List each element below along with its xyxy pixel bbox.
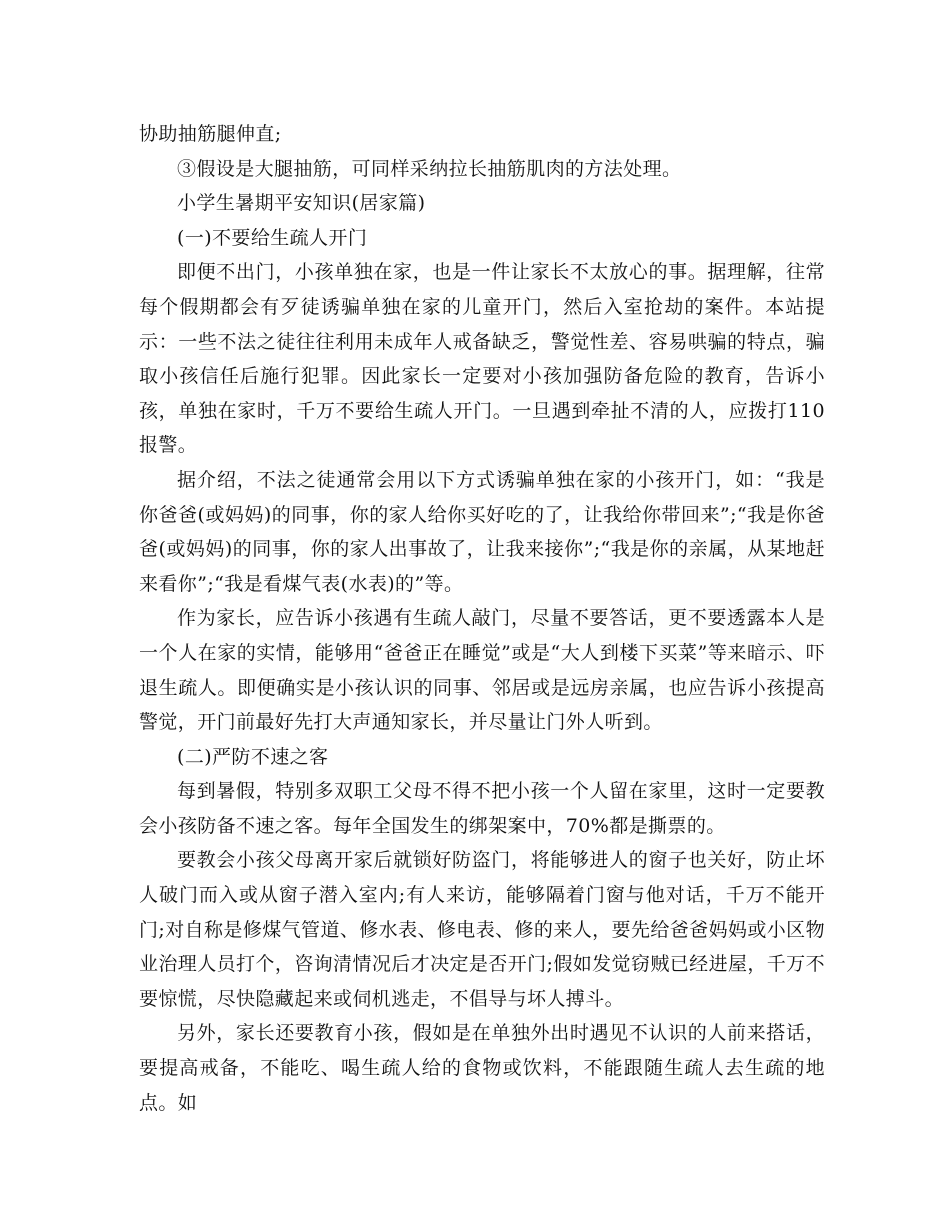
subsection-heading-1: (一)不要给生疏人开门: [177, 226, 368, 249]
paragraph-11: 另外，家长还要教育小孩，假如是在单独外出时遇见不认识的人前来搭话，要提高戒备，不能吃、喝生疏人给的食物或饮料，不能跟随生疏人去生疏的地点。如: [139, 1022, 825, 1114]
paragraph-1: 协助抽筋腿伸直;: [139, 123, 282, 145]
paragraph-9: 每到暑假，特别多双职工父母不得不把小孩一个人留在家里，这时一定要教会小孩防备不速之客。每年全国发生的绑架案中，70%都是撕票的。: [139, 780, 825, 837]
subsection-heading-2: (二)严防不速之客: [177, 745, 329, 768]
paragraph-10: 要教会小孩父母离开家后就锁好防盗门，将能够进人的窗子也关好，防止坏人破门而入或从窗子潜入室内;有人来访，能够隔着门窗与他对话，千万不能开门;对自称是修煤气管道、修水表、修电表、修的来人，要先给爸爸妈妈或小区物业治理人员打个，咨询清情况后才决定是否开门;假如发觉窃贼已经进屋，千万不要惊慌，尽快隐藏起来或伺机逃走，不倡导与坏人搏斗。: [139, 849, 825, 1010]
paragraph-6: 据介绍，不法之徒通常会用以下方式诱骗单独在家的小孩开门，如：“我是你爸爸(或妈妈)的同事，你的家人给你买好吃的了，让我给你带回来”;“我是你爸爸(或妈妈)的同事，你的家人出事故了，让我来接你”;“我是你的亲属，从某地赶来看你”;“我是看煤气表(水表)的”等。: [139, 468, 825, 595]
paragraph-2: ③假设是大腿抽筋，可同样采纳拉长抽筋肌肉的方法处理。: [177, 157, 682, 180]
paragraph-7: 作为家长，应告诉小孩遇有生疏人敲门，尽量不要答话，更不要透露本人是一个人在家的实情，能够用“爸爸正在睡觉”或是“大人到楼下买菜”等来暗示、吓退生疏人。即便确实是小孩认识的同事、邻居或是远房亲属，也应告诉小孩提高警觉，开门前最好先打大声通知家长，并尽量让门外人听到。: [139, 607, 825, 734]
document-body: [139, 117, 825, 1120]
section-heading-safety-home: 小学生暑期平安知识(居家篇): [177, 192, 426, 215]
paragraph-5: 即便不出门，小孩单独在家，也是一件让家长不太放心的事。据理解，往常每个假期都会有歹徒诱骗单独在家的儿童开门，然后入室抢劫的案件。本站提示：一些不法之徒往往利用未成年人戒备缺乏，警觉性差、容易哄骗的特点，骗取小孩信任后施行犯罪。因此家长一定要对小孩加强防备危险的教育，告诉小孩，单独在家时，千万不要给生疏人开门。一旦遇到牵扯不清的人，应拨打110报警。: [139, 261, 825, 457]
